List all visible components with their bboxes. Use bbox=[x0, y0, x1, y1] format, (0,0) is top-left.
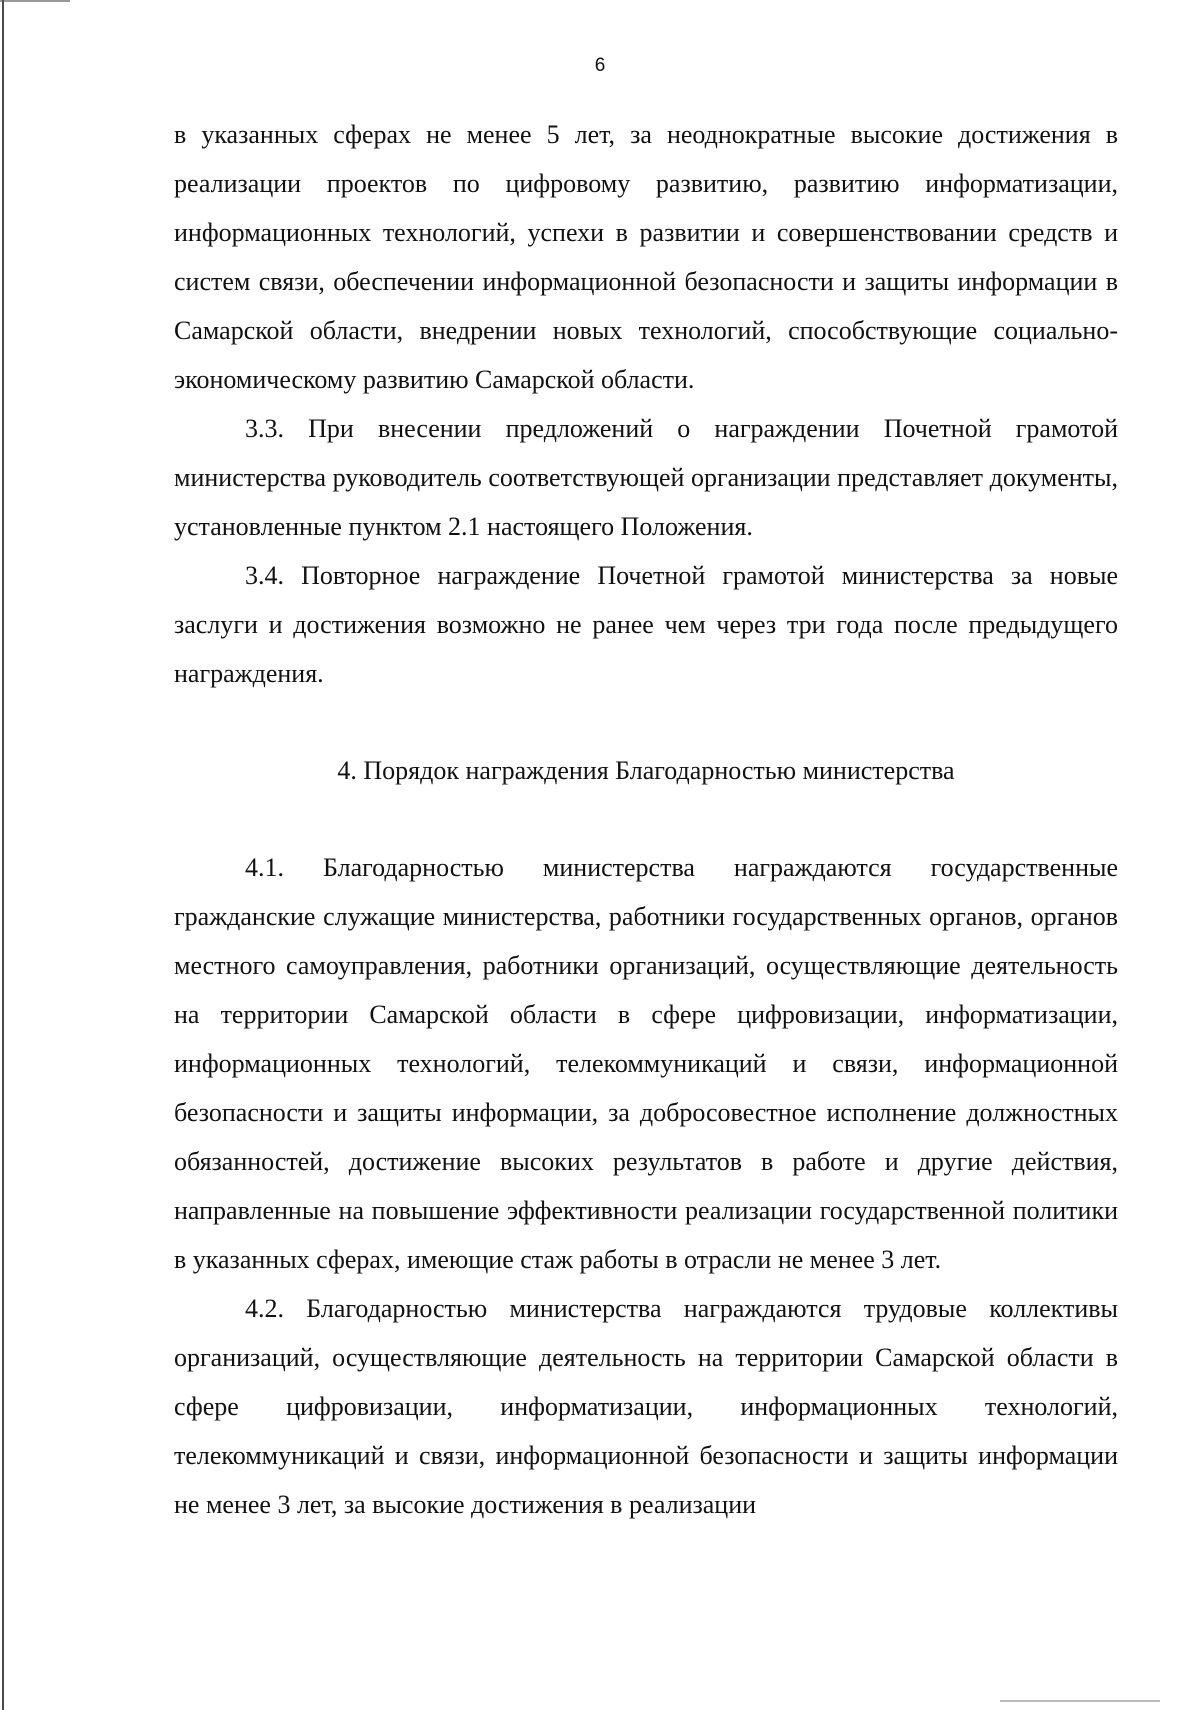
spacer bbox=[174, 795, 1118, 843]
paragraph-4-2: 4.2. Благодарностью министерства награждаются трудовые коллективы организаций, осуществляющие деятельность на территории Самарской области в сфере цифровизации, информатизации, информационных технологий, телекоммуникаций и связи, информационной безопасности и защиты информации не менее 3 лет, за высокие достижения в реализации bbox=[174, 1294, 1118, 1519]
scan-left-edge bbox=[2, 0, 4, 1710]
scan-bottom-edge bbox=[1000, 1700, 1160, 1702]
paragraph-continuation: в указанных сферах не менее 5 лет, за неоднократные высокие достижения в реализации проектов по цифровому развитию, развитию информатизации, информационных технологий, успехи в развитии и совершенствовании средств и систем связи, обеспечении информационной безопасности и защиты информации в Самарской области, внедрении новых технологий, способствующие социально-экономическому развитию Самарской области. bbox=[174, 120, 1118, 394]
section-4-title: 4. Порядок награждения Благодарностью министерства bbox=[337, 756, 955, 785]
paragraph-4-1: 4.1. Благодарностью министерства награждаются государственные гражданские служащие министерства, работники государственных органов, органов местного самоуправления, работники организаций, осуществляющие деятельность на территории Самарской области в сфере цифровизации, информатизации, информационных технологий, телекоммуникаций и связи, информационной безопасности и защиты информации, за добросовестное исполнение должностных обязанностей, достижение высоких результатов в работе и другие действия, направленные на повышение эффективности реализации государственной политики в указанных сферах, имеющие стаж работы в отрасли не менее 3 лет. bbox=[174, 853, 1118, 1274]
page-number: 6 bbox=[594, 55, 606, 76]
spacer bbox=[174, 698, 1118, 746]
scan-top-edge bbox=[0, 0, 70, 2]
paragraph-3-4: 3.4. Повторное награждение Почетной грамотой министерства за новые заслуги и достижения возможно не ранее чем через три года после предыдущего награждения. bbox=[174, 561, 1118, 688]
paragraph-3-3: 3.3. При внесении предложений о награждении Почетной грамотой министерства руководитель соответствующей организации представляет документы, установленные пунктом 2.1 настоящего Положения. bbox=[174, 414, 1118, 541]
document-body bbox=[174, 110, 1118, 1529]
